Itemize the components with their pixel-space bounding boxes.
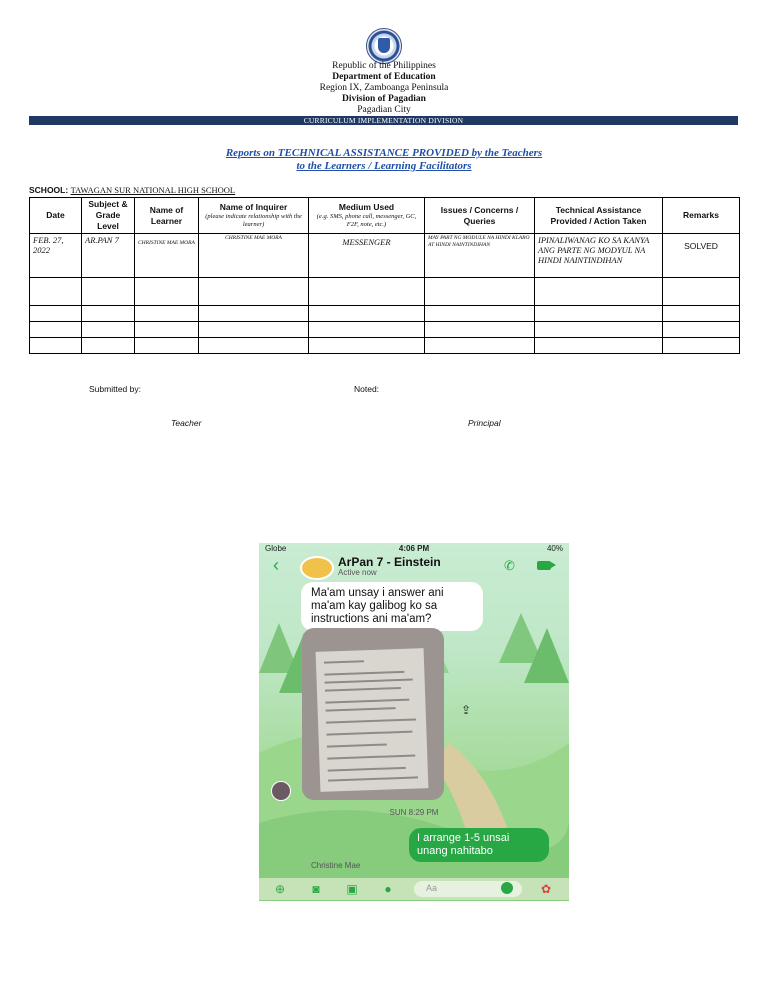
school-name: TAWAGAN SUR NATIONAL HIGH SCHOOL (70, 185, 236, 195)
gallery-icon[interactable]: ▣ (346, 882, 358, 896)
status-bar (259, 543, 569, 555)
teacher-label: Teacher (171, 418, 202, 428)
cell-assistance: IPINALIWANAG KO SA KANYA ANG PARTE NG MODYUL NA HINDI NAINTINDIHAN (535, 234, 663, 278)
emoji-icon[interactable] (501, 882, 513, 894)
sender-avatar[interactable] (271, 781, 291, 801)
header-assistance: Technical Assistance Provided / Action Taken (535, 198, 663, 234)
header-subject: Subject & Grade Level (82, 198, 135, 234)
header-learner: Name of Learner (135, 198, 199, 234)
cell-issues: MAY PART NG MODULE NA HINDI KLARO AT HINDI NAINTINDIHAN (425, 234, 535, 278)
cell-learner: CHRISTINE MAE MORA (135, 234, 199, 278)
table-row (30, 322, 740, 338)
deped-seal (366, 28, 402, 64)
header-republic: Republic of the Philippines (332, 61, 436, 71)
table-row (30, 306, 740, 322)
microphone-icon[interactable]: ● (384, 882, 392, 896)
outgoing-message[interactable]: I arrange 1-5 unsai unang nahitabo (409, 828, 549, 862)
clock-label: 4:06 PM (398, 544, 430, 553)
phone-call-icon[interactable]: ✆ (504, 558, 515, 573)
header-date: Date (30, 198, 82, 234)
reaction-icon[interactable]: ✿ (540, 882, 552, 896)
cell-medium: MESSENGER (309, 234, 425, 278)
incoming-message[interactable]: Ma'am unsay i answer ani ma'am kay galibog ko sa instructions ani ma'am? (301, 582, 483, 631)
sender-name: Christine Mae (311, 861, 361, 870)
group-avatar[interactable] (300, 556, 334, 580)
battery-label: 40% (546, 544, 563, 553)
table-row (30, 234, 740, 278)
table-row (30, 278, 740, 306)
camera-icon[interactable]: ◙ (312, 882, 320, 896)
table-row (30, 338, 740, 354)
plus-icon[interactable]: ⊕ (274, 882, 286, 896)
header-division: Division of Pagadian (342, 94, 426, 104)
cell-subject: AR.PAN 7 (82, 234, 135, 278)
report-title-line1: Reports on TECHNICAL ASSISTANCE PROVIDED by the Teachers (225, 147, 543, 159)
share-icon[interactable]: ⇪ (461, 703, 472, 717)
cell-remarks: SOLVED (663, 234, 740, 278)
header-department: Department of Education (332, 72, 436, 82)
chat-title[interactable]: ArPan 7 - Einstein (338, 555, 441, 569)
video-call-icon[interactable] (537, 561, 551, 570)
day-stamp: SUN 8:29 PM (389, 808, 439, 817)
header-city: Pagadian City (357, 105, 411, 115)
header-inquirer: Name of Inquirer (please indicate relationship with the learner) (199, 198, 309, 234)
division-bar: CURRICULUM IMPLEMENTATION DIVISION (29, 116, 738, 125)
carrier-label: Globe (265, 544, 287, 553)
school-line (29, 185, 235, 195)
principal-label: Principal (468, 418, 501, 428)
assistance-table (29, 197, 740, 354)
photo-attachment[interactable] (302, 628, 444, 800)
submitted-by-label: Submitted by: (89, 384, 141, 394)
module-page-image (316, 648, 429, 792)
chat-status: Active now (338, 568, 377, 577)
noted-label: Noted: (354, 384, 380, 394)
message-composer (259, 878, 569, 900)
header-remarks: Remarks (663, 198, 740, 234)
chat-header (259, 555, 569, 577)
report-title-line2: to the Learners / Learning Facilitators (296, 160, 472, 172)
cell-inquirer: CHRISTINE MAE MORA (199, 234, 309, 278)
messenger-screenshot (259, 543, 569, 901)
header-issues: Issues / Concerns / Queries (425, 198, 535, 234)
header-medium: Medium Used (e.g. SMS, phone call, messenger, GC, F2F, note, etc.) (309, 198, 425, 234)
message-input[interactable]: Aa (414, 881, 522, 897)
school-label: SCHOOL: (29, 185, 69, 195)
cell-date: FEB. 27, 2022 (30, 234, 82, 278)
back-arrow-icon[interactable]: ‹ (273, 555, 279, 575)
header-region: Region IX, Zamboanga Peninsula (319, 83, 449, 93)
